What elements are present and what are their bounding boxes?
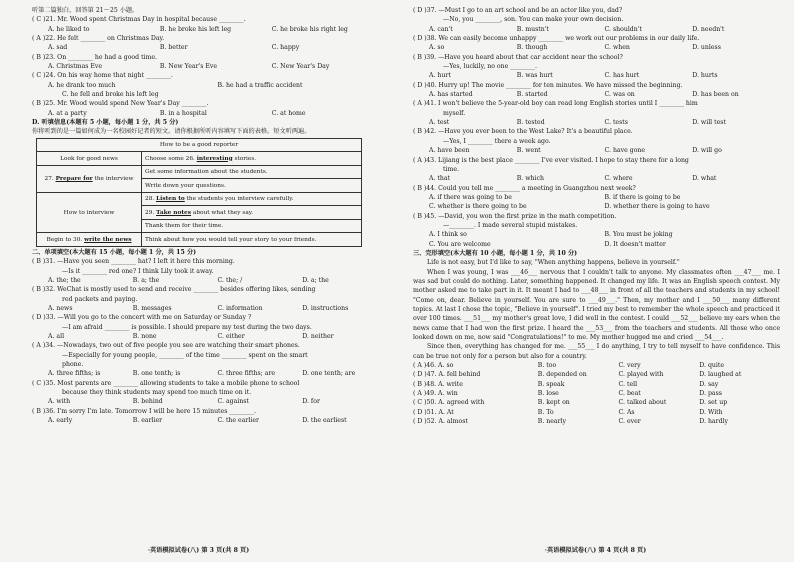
option: C. beat (618, 390, 641, 398)
question-text: ( C )24. On his way home that night ________. (32, 72, 173, 80)
option-row (32, 304, 387, 313)
page-footer: ·英语模拟试卷(八) 第 3 页(共 8 页) (147, 547, 250, 554)
option: C. whether is there going to be (429, 203, 527, 211)
question-text: —Yes, luckily, no one ________. (443, 63, 537, 71)
option-row (32, 276, 387, 285)
listening-questions (32, 6, 387, 118)
passage-paragraph: When I was young, I was ___46___ nervous that I couldn't talk to anyone. My classmates often ___47___ me. I was sad but could do nothing. Later, something happened. It changed my life. It was an English speech contest. My mother asked me to take part in it. It meant I had to ___48___ in front of all the teachers and students in my school! "Come on, dear. Believe in yourself. You are sure to ___49___." Then, my mother and I ___50___ many different topics. At last I chose the topic, "Believe in yourself". I tried my best to remember the whole speech and practiced it over 100 times. ___51___ my mother's great love, I did well in the contest. I could ___52___ believe my ears when the news came that I had won the first prize. I heard the ___53___ from the teachers and students. All those who once looked down on me, now said "Congratulations!" to me. My mother hugged me and cried ___54___. (413, 268, 780, 342)
question-text: ( A )41. I won't believe the 5-year-old boy can read long English stories until I ________ him (413, 100, 698, 108)
option: D. neither (302, 332, 334, 340)
option: B. earlier (132, 417, 163, 424)
option: A. news (48, 304, 73, 312)
table-cell: Look for good news (37, 152, 142, 166)
option: B. messages (132, 304, 172, 312)
option: C. either (217, 332, 245, 340)
table-cell: 29. Take notes about what they say. (142, 206, 362, 220)
option: C. the; / (217, 276, 243, 284)
option-row (413, 202, 780, 211)
option: A. Christmas Eve (48, 63, 103, 71)
option: D. It doesn't matter (604, 240, 666, 248)
question-text: 听第二篇独白，回答第 21～25 小题。 (32, 7, 139, 14)
option: B. kept on (537, 399, 570, 407)
option: A. have been (429, 147, 470, 155)
option: B. he had a traffic accident (217, 81, 303, 89)
option: C. was on (604, 91, 635, 99)
question-text: ( A )34. —Nowadays, two out of five people you see are watching their smart phones. (32, 342, 300, 350)
question-row (413, 408, 780, 417)
option: C. happy (271, 44, 300, 52)
table-cell: 28. Listen to the students you interview carefully. (142, 192, 362, 206)
passage-paragraph: Since then, everything has changed for me. ___55___ I do anything, I try to tell myself to have confidence. This can be true not only for a person but also for a country. (413, 343, 780, 360)
option: C. at home (271, 109, 306, 117)
question-row (413, 380, 780, 389)
question-text: phone. (62, 360, 84, 368)
question-text: ( B )32. WeChat is mostly used to send and receive ________ besides offering likes, sending (32, 286, 316, 294)
option: D. the earliest (302, 417, 347, 424)
question-row (413, 361, 780, 370)
option: C. tell (618, 380, 638, 388)
option: B. nearly (537, 418, 567, 426)
option: C. three fifths; are (217, 370, 276, 378)
option: C. You are welcome (429, 240, 491, 248)
option: A. if there was going to be (429, 193, 512, 201)
option: A. sad (48, 44, 68, 52)
option: D. one tenth; are (302, 370, 356, 378)
option-row (32, 109, 387, 118)
option: D. pass (699, 390, 722, 398)
option: A. the; the (48, 276, 81, 284)
option: A. can't (429, 25, 453, 33)
question-text: —Especially for young people, ________ of the time ________ spent on the smart (62, 351, 308, 359)
option: C. have gone (604, 147, 646, 155)
question-row (413, 417, 780, 426)
option: B. better (159, 44, 188, 52)
option: C. shouldn't (604, 25, 642, 33)
question-text: ( B )45. —David, you won the first prize in the math competition. (413, 212, 617, 220)
option: A. early (48, 417, 73, 424)
option-row (32, 62, 387, 71)
page-footer: ·英语模拟试卷(八) 第 4 页(共 8 页) (544, 547, 647, 554)
question-text: —________. I made several stupid mistakes. (443, 221, 578, 229)
option: ( A )49. A. win (413, 390, 458, 398)
option: ( C )50. A. agreed with (413, 399, 485, 407)
question-text: ( B )39. —Have you heard about that car accident near the school? (413, 53, 623, 61)
option: B. New Year's Eve (159, 63, 218, 71)
question-text: ( B )25. Mr. Wood would spend New Year's Day ________. (32, 100, 209, 108)
table-cell: 27. Prepare for the interview (37, 165, 142, 192)
option-row (32, 397, 387, 406)
question-text: ( B )31. —Have you seen ________ hat? I left it here this morning. (32, 258, 235, 266)
option-row (413, 174, 780, 183)
question-row (413, 398, 780, 407)
option: C. where (604, 175, 633, 183)
option: A. test (429, 119, 450, 127)
table-cell: Get some information about the students. (142, 165, 362, 179)
option-row (413, 43, 780, 52)
option: B. lose (537, 390, 559, 398)
option: B. To (537, 408, 554, 416)
question-text: C. he fell and broke his left leg (62, 91, 159, 99)
option-row (32, 369, 387, 378)
question-text: —Yes, I ________ there a week ago. (443, 137, 551, 145)
question-text: ( D )37. —Must I go to an art school and be an actor like you, dad? (413, 7, 623, 14)
option: B. You must be joking (604, 231, 673, 239)
question-text: ( D )40. Hurry up! The movie ________ for ten minutes. We have missed the beginning. (413, 81, 683, 89)
option: C. talked about (618, 399, 667, 407)
option: A. I think so (429, 231, 467, 239)
option: A. three fifths; is (48, 370, 101, 378)
option: A. has started (429, 91, 473, 99)
option: D. has been on (692, 91, 739, 99)
option: A. hurt (429, 72, 451, 80)
table-cell: Begin to 30. write the news (37, 233, 142, 247)
option: A. he liked to (48, 25, 90, 33)
option-row (413, 90, 780, 99)
option: D. With (699, 408, 723, 416)
table-cell: Write down your questions. (142, 179, 362, 193)
option: C. very (618, 362, 641, 370)
question-text: red packets and paying. (62, 295, 138, 303)
option: B. depended on (537, 371, 587, 379)
table-cell: How to interview (37, 192, 142, 233)
option: B. speak (537, 380, 565, 388)
option-row (413, 146, 780, 155)
question-text: ( B )36. I'm sorry I'm late. Tomorrow I will be here 15 minutes ________. (32, 407, 257, 415)
option: B. tested (516, 119, 545, 127)
option: A. that (429, 175, 451, 183)
option: B. started (516, 91, 548, 99)
option-row (32, 332, 387, 341)
question-text: —No, you ________, son. You can make your own decision. (443, 16, 624, 24)
question-row (413, 389, 780, 398)
section-d-title: D. 听填信息(本题有 5 小题，每小题 1 分，共 5 分) (32, 119, 179, 127)
option-row (32, 416, 387, 425)
option: A. at a party (48, 109, 87, 117)
cloze-options (413, 361, 780, 426)
question-row (413, 370, 780, 379)
option: D. quite (699, 362, 725, 370)
option-row (413, 193, 780, 202)
option: B. which (516, 175, 544, 183)
option-row (413, 118, 780, 127)
option-row (413, 71, 780, 80)
table-cell: Think about how you would tell your story to your friends. (142, 233, 362, 247)
option: D. will test (692, 119, 726, 127)
option: D. unless (692, 44, 721, 52)
option: C. against (217, 398, 249, 406)
question-text: because they think students may spend too much time on it. (62, 388, 252, 396)
option: B. too (537, 362, 557, 370)
option: A. so (429, 44, 445, 52)
option: B. one tenth; is (132, 370, 181, 378)
option: D. for (302, 398, 320, 406)
option: B. none (132, 332, 157, 340)
option-row (413, 230, 780, 239)
option: C. As (618, 408, 635, 416)
section-d-intro: 你将听到的是一篇如何成为一名校园好记者的短文。请你根据所听内容填写下面的表格。短文听两遍。 (32, 128, 311, 136)
option: ( D )51. A. At (413, 408, 454, 416)
option-row (413, 240, 780, 249)
option: C. information (217, 304, 263, 312)
option-row (413, 25, 780, 34)
question-text: ( B )44. Could you tell me ________ a meeting in Guangzhou next week? (413, 184, 636, 192)
option: D. hardly (699, 418, 729, 426)
table-cell: Choose some 26. interesting stories. (142, 152, 362, 166)
question-text: —I am afraid ________ is possible. I should prepare my test during the two days. (62, 323, 312, 331)
question-text: ( A )22. He felt ________ on Christmas Day. (32, 35, 165, 43)
option: B. was hurt (516, 72, 553, 80)
option: B. went (516, 147, 541, 155)
option: D. say (699, 380, 719, 388)
question-text: ( B )23. On ________ he had a good time. (32, 53, 158, 61)
question-text: ( B )42. —Have you ever been to the West Lake? It's a beautiful place. (413, 128, 633, 136)
option: A. all (48, 332, 65, 340)
option: C. played with (618, 371, 664, 379)
option-row (32, 43, 387, 52)
reporter-table (36, 138, 362, 247)
page-4 (397, 0, 794, 562)
option: A. he drank too much (48, 81, 116, 89)
option-row (32, 81, 387, 90)
section-2-title: 二、单项填空(本大题有 15 小题，每小题 1 分，共 15 分) (32, 248, 197, 256)
question-text: ( C )35. Most parents are ________ allowing students to take a mobile phone to school (32, 379, 300, 387)
option: C. the earlier (217, 417, 259, 424)
table-title: How to be a good reporter (37, 138, 362, 152)
option: B. if there is going to be (604, 193, 681, 201)
option: D. a; the (302, 276, 329, 284)
option: D. what (692, 175, 717, 183)
question-text: myself. (443, 109, 466, 117)
question-text: ( A )43. Lijiang is the best place ________ I've ever visited. I hope to stay there for a long (413, 156, 689, 164)
option: D. laughed at (699, 371, 742, 379)
passage-paragraph: Life is not easy, but I'd like to say, "When anything happens, believe in yourself." (427, 259, 680, 267)
question-text: —Is it ________ red one? I think Lily took it away. (62, 267, 214, 275)
option: ( B )48. A. write (413, 380, 463, 388)
option: D. instructions (302, 304, 349, 312)
table-cell: Thank them for their time. (142, 219, 362, 233)
option: C. tests (604, 119, 628, 127)
option: B. in a hospital (159, 109, 207, 117)
question-text: ( D )38. We can easily become unhappy ________ we work out our problems in our daily life. (413, 35, 700, 43)
option: ( D )47. A. fell behind (413, 371, 481, 379)
option: B. a; the (132, 276, 160, 284)
option: D. hurts (692, 72, 718, 80)
option: A. with (48, 398, 71, 406)
question-text: time. (443, 165, 459, 173)
option: C. he broke his right leg (271, 25, 348, 33)
question-text: ( D )33. —Will you go to the concert with me on Saturday or Sunday ? (32, 314, 252, 322)
section-3-title: 三、完形填空(本大题有 10 小题，每小题 1 分，共 10 分) (413, 249, 578, 257)
question-text: ( C )21. Mr. Wood spent Christmas Day in hospital because ________. (32, 16, 246, 24)
option: ( A )46. A. so (413, 362, 454, 370)
single-choice-questions (32, 257, 387, 425)
option: B. though (516, 44, 548, 52)
option: C. ever (618, 418, 641, 426)
option: B. he broke his left leg (159, 25, 232, 33)
option: D. whether there is going to have (604, 203, 710, 211)
option: C. New Year's Day (271, 63, 330, 71)
option: C. when (604, 44, 630, 52)
option: C. has hurt (604, 72, 640, 80)
option: B. mustn't (516, 25, 549, 33)
option: D. set up (699, 399, 728, 407)
option-row (32, 25, 387, 34)
option: D. needn't (692, 25, 725, 33)
option: ( D )52. A. almost (413, 418, 468, 426)
option: D. will go (692, 147, 722, 155)
single-choice-questions-cont (413, 6, 780, 249)
cloze-passage (413, 258, 780, 361)
option: B. behind (132, 398, 163, 406)
